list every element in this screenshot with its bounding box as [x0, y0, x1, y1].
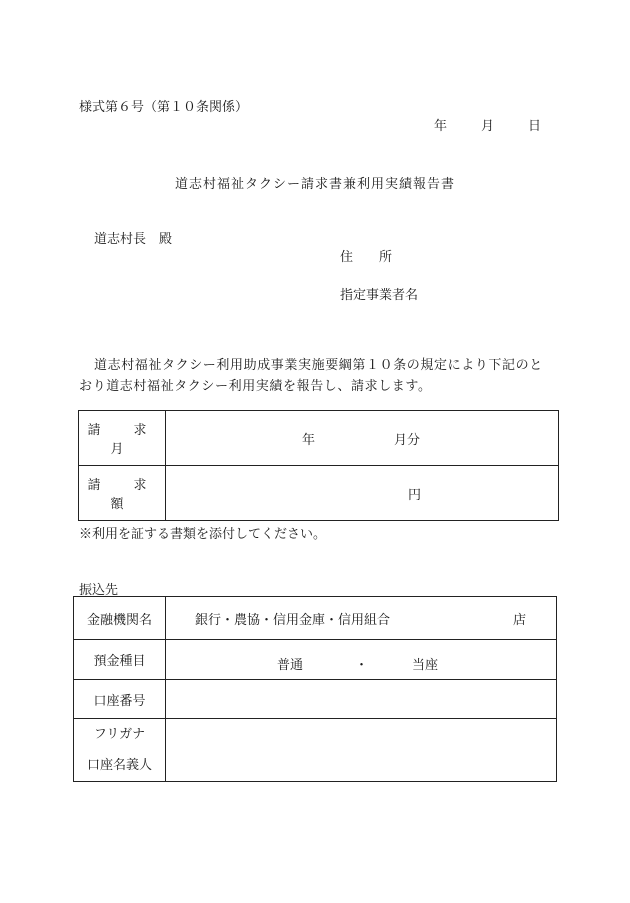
address-label: 住 所 [340, 250, 393, 265]
deposit-separator: ・ [355, 658, 369, 673]
deposit-type-row [74, 640, 557, 680]
institution-field[interactable] [166, 597, 557, 640]
account-holder-label: 口座名義人 [86, 758, 152, 773]
account-holder-field[interactable] [166, 719, 557, 782]
account-number-row [74, 680, 557, 719]
institution-row [74, 597, 557, 640]
deposit-type-field[interactable] [166, 640, 557, 680]
addressee: 道志村長 殿 [94, 232, 173, 247]
date-day: 日 [528, 119, 542, 134]
date-year: 年 [434, 119, 448, 134]
account-number-field[interactable] [166, 680, 557, 719]
billing-month-year: 年 [302, 432, 316, 448]
transfer-heading: 振込先 [79, 583, 119, 598]
document-title: 道志村福祉タクシー請求書兼利用実績報告書 [174, 177, 455, 192]
billing-month-label: 請 求 月 [79, 411, 166, 466]
form-number: 様式第６号（第１０条関係） [79, 100, 249, 115]
account-holder-label-cell [74, 719, 166, 782]
branch-suffix: 店 [512, 612, 526, 628]
billing-amount-unit: 円 [408, 487, 422, 503]
account-number-label: 口座番号 [74, 680, 166, 719]
attachment-note: ※利用を証する書類を添付してください。 [79, 527, 327, 542]
billing-month-field[interactable] [166, 411, 559, 466]
institution-options: 銀行・農協・信用金庫・信用組合 [195, 612, 391, 628]
business-name-label: 指定事業者名 [340, 288, 419, 303]
billing-amount-row [79, 466, 559, 521]
billing-amount-label: 請 求 額 [79, 466, 166, 521]
billing-amount-field[interactable] [166, 466, 559, 521]
billing-month-row [79, 411, 559, 466]
date-month: 月 [481, 119, 495, 134]
deposit-current[interactable]: 当座 [412, 658, 439, 673]
date-line [434, 115, 541, 134]
bank-table [73, 596, 557, 782]
body-text: 道志村福祉タクシー利用助成事業実施要綱第１０条の規定により下記のとおり道志村福祉タクシー利用実績を報告し、請求します。 [79, 358, 543, 394]
furigana-label: フリガナ [93, 727, 146, 742]
deposit-ordinary[interactable]: 普通 [277, 658, 304, 673]
deposit-type-label: 預金種目 [74, 640, 166, 680]
billing-table [78, 410, 559, 521]
account-holder-row [74, 719, 557, 782]
institution-label: 金融機関名 [74, 597, 166, 640]
billing-month-unit: 月分 [394, 432, 421, 448]
